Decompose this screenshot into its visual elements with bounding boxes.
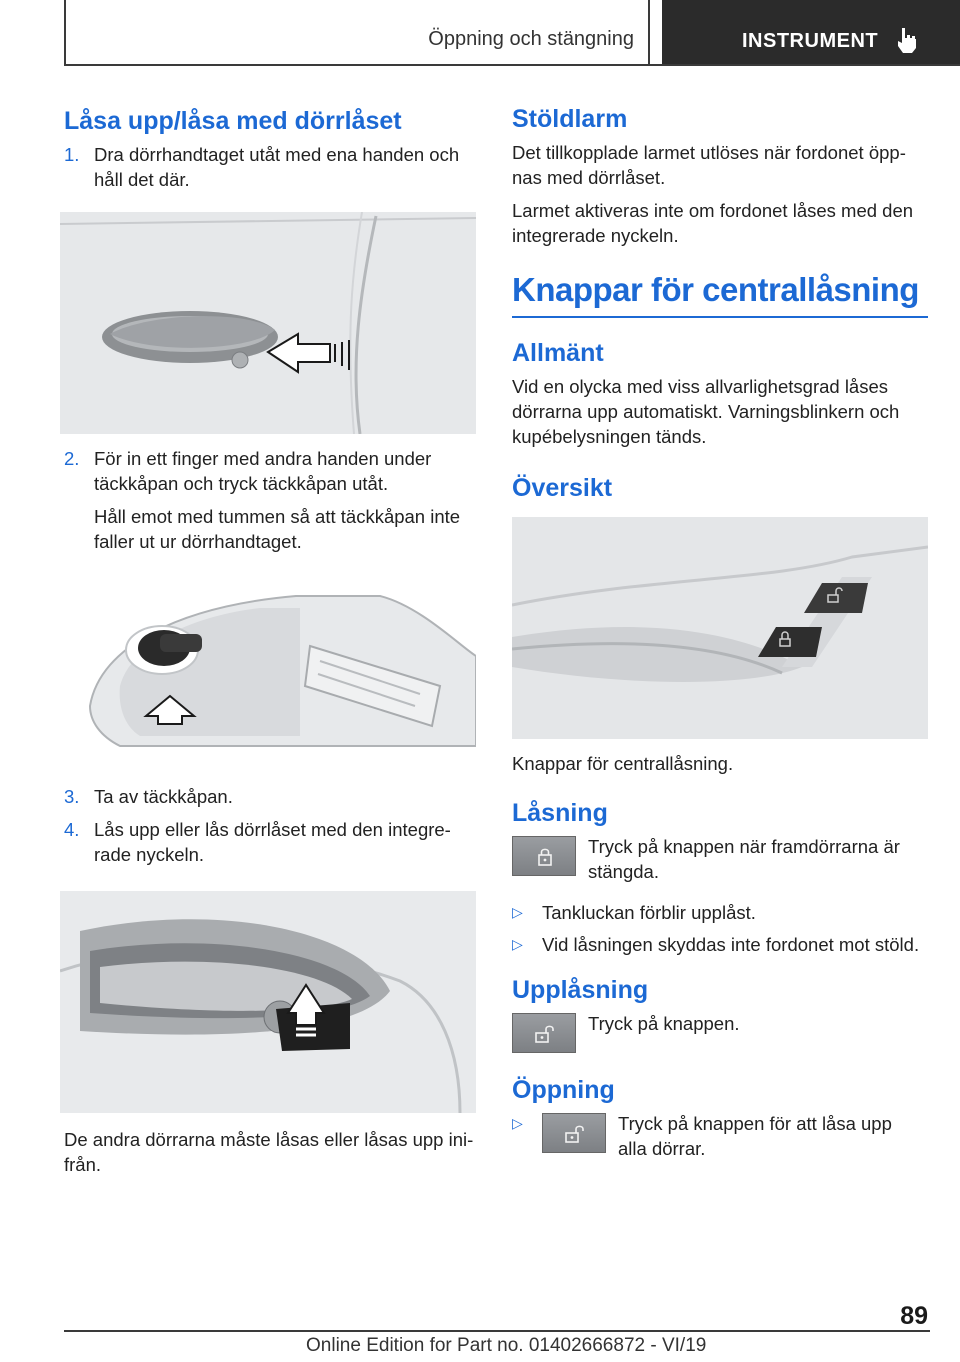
open-unlock-button[interactable] [542,1113,606,1153]
step-1 [64,142,476,192]
unlock-button[interactable] [512,1013,576,1053]
overview-caption: Knappar för centrallåsning. [512,752,734,774]
chapter-title: Öppning och stängning [428,28,634,50]
unlock-icon [563,1122,587,1146]
unlock-icon [533,1022,557,1046]
step-number: 1. [64,144,80,165]
edition-text: Online Edition for Part no. 01402666872 - VI/19 [306,1335,707,1356]
heading-rule [512,316,928,318]
step-2-note: Håll emot med tummen så att täckkåpan inte faller ut ur dörrhandtaget. [94,506,461,552]
step-3 [64,784,476,809]
unlock-instruction [512,1011,928,1053]
closing-note: De andra dörrarna måste låsas eller låsas upp ini-från. [64,1129,474,1175]
step-number: 4. [64,819,80,840]
page-number: 89 [900,1302,928,1330]
figure-door-handle-pull [60,212,476,434]
heading-door-lock: Låsa upp/låsa med dörrlåset [64,107,402,135]
step-text: Ta av täckkåpan. [94,786,233,807]
alarm-paragraph-1: Det tillkopplade larmet utlöses när fordonet öpp-nas med dörrlåset. [512,142,906,188]
section-tab-label: INSTRUMENT [742,30,879,52]
heading-general: Allmänt [512,338,604,367]
heading-locking: Låsning [512,798,608,827]
bullet-text: Vid låsningen skyddas inte fordonet mot stöld. [542,933,920,955]
header-separator [648,0,650,66]
figure-cover-cap [60,586,476,754]
heading-alarm: Stöldlarm [512,105,628,133]
lock-bullet-2 [512,932,928,957]
bullet-triangle-icon: ▷ [512,1114,523,1131]
left-column [64,100,476,1177]
step-4 [64,817,476,867]
open-instruction [512,1111,928,1161]
step-text: Dra dörrhandtaget utåt med ena handen och håll det där. [94,144,460,190]
step-number: 2. [64,448,80,469]
right-column [512,100,928,1161]
figure-key-in-lock [60,891,476,1113]
bullet-triangle-icon: ▷ [512,935,523,952]
lock-icon [533,845,557,869]
heading-central-locking: Knappar för centrallåsning [512,271,919,308]
lock-instruction [512,834,928,884]
lock-bullet-1 [512,900,928,925]
step-number: 3. [64,786,80,807]
open-text: Tryck på knappen för att låsa upp alla dörrar. [618,1112,892,1159]
section-tab[interactable] [662,0,960,66]
step-text: För in ett finger med andra handen under täckkåpan och tryck täckkåpan utåt. [94,448,432,494]
heading-overview: Översikt [512,473,613,502]
footer-rule [64,1330,930,1332]
heading-opening: Öppning [512,1075,615,1104]
hand-pointer-icon [894,26,920,54]
alarm-paragraph-2: Larmet aktiveras inte om fordonet låses med den integrerade nyckeln. [512,200,914,246]
bullet-text: Tankluckan förblir upplåst. [542,901,756,923]
general-paragraph: Vid en olycka med viss allvarlighetsgrad låses dörrarna upp automatiskt. Varningsblinkern och kupébelysningen tänds. [512,375,900,447]
step-2 [64,446,476,496]
lock-text: Tryck på knappen när framdörrarna är stängda. [588,835,900,882]
header-rule [64,64,960,66]
lock-button[interactable] [512,836,576,876]
heading-unlocking: Upplåsning [512,975,649,1004]
step-text: Lås upp eller lås dörrlåset med den integre-rade nyckeln. [94,819,451,865]
figure-lock-buttons [512,517,928,739]
unlock-text: Tryck på knappen. [588,1012,740,1034]
bullet-triangle-icon: ▷ [512,903,523,920]
